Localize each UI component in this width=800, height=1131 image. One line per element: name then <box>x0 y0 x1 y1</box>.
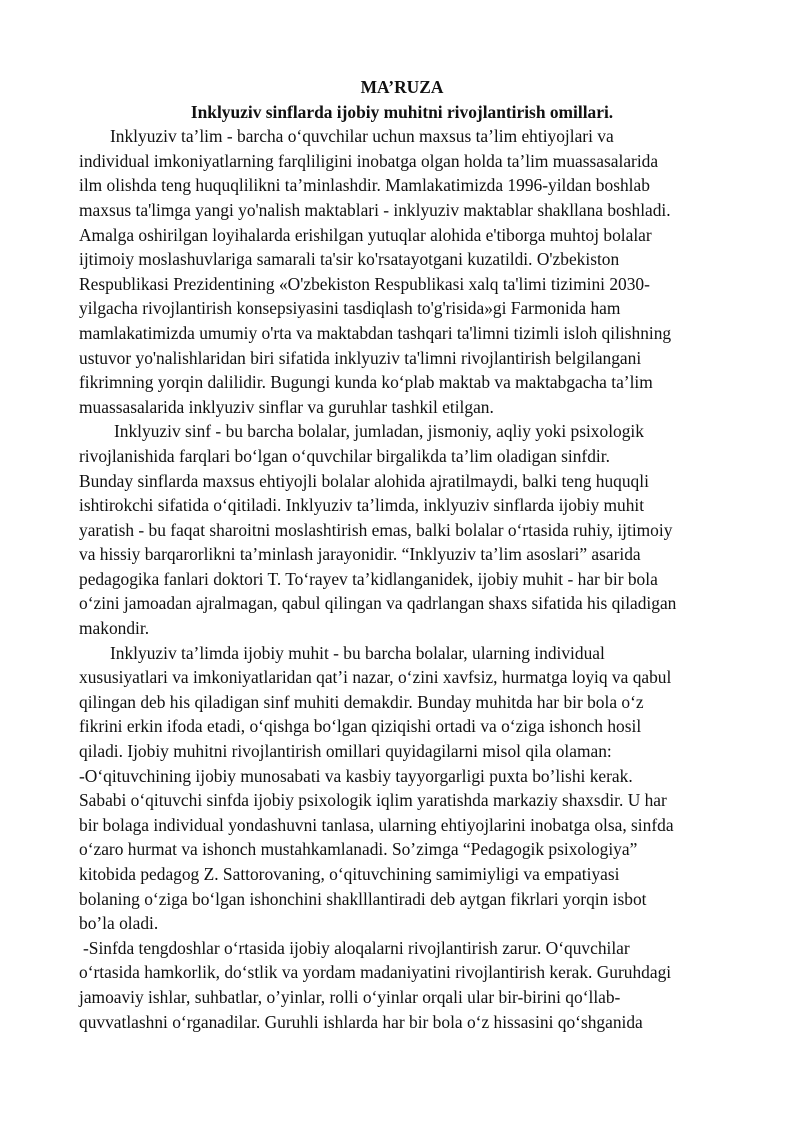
paragraph-positive-environment: Inklyuziv ta’limda ijobiy muhit - bu barcha bolalar, ularning individual xususiyatlari va imkoniyatlaridan qat’i nazar, o‘zini xavfsiz, hurmatga loyiq va qabul qilingan deb his qiladigan sinf muhiti demakdir. Bunday muhitda har bir bola o‘z fikrini erkin ifoda etadi, o‘qishga bo‘lgan qiziqishi ortadi va o‘ziga ishonch hosil qiladi. Ijobiy muhitni rivojlantirish omillari quyidagilarni misol qila olaman: <box>79 642 672 762</box>
document-heading: MA’RUZA <box>360 77 444 97</box>
document-page <box>79 75 725 1034</box>
paragraph-peer-factor: -Sinfda tengdoshlar o‘rtasida ijobiy aloqalarni rivojlantirish zarur. O‘quvchilar o‘rtasida hamkorlik, do‘stlik va yordam madaniyatini rivojlantirish kerak. Guruhdagi jamoaviy ishlar, suhbatlar, o’yinlar, rolli o‘yinlar orqali ular bir-birini qo‘llab- quvvatlashni o‘rganadilar. Guruhli ishlarda har bir bola o‘z hissasini qo‘shganida <box>79 937 672 1032</box>
paragraph-teacher-factor: -O‘qituvchining ijobiy munosabati va kasbiy tayyorgarligi puxta bo’lishi kerak. Sababi o‘qituvchi sinfda ijobiy psixologik iqlim yaratishda markaziy shaxsdir. U har bir bolaga individual yondashuvni tanlasa, ularning ehtiyojlarini inobatga olsa, sinfda o‘zaro hurmat va ishonch mustahkamlanadi. So’zimga “Pedagogik psixologiya” kitobida pedagog Z. Sattorovaning, o‘qituvchining samimiyligi va empatiyasi bolaning o‘ziga bo‘lgan ishonchini shaklllantiradi deb aytgan fikrlari yorqin isbot bo’la oladi. <box>79 765 674 934</box>
paragraph-inclusive-class: Inklyuziv sinf - bu barcha bolalar, jumladan, jismoniy, aqliy yoki psixologik rivojlanishida farqlari bo‘lgan o‘quvchilar birgalikda ta’lim oladigan sinfdir. Bunday sinflarda maxsus ehtiyojli bolalar alohida ajratilmaydi, balki teng huquqli ishtirokchi sifatida o‘qitiladi. Inklyuziv ta’limda, inklyuziv sinflarda ijobiy muhit yaratish - bu faqat sharoitni moslashtirish emas, balki bolalar o‘rtasida ruhiy, ijtimoiy va hissiy barqarorlikni ta’minlash jarayonidir. “Inklyuziv ta’lim asoslari” asarida pedagogika fanlari doktori T. To‘rayev ta’kidlanganidek, ijobiy muhit - har bir bola o‘zini jamoadan ajralmagan, qabul qilingan va qadrlangan shaxs sifatida his qiladigan makondir. <box>79 421 677 639</box>
document-subheading: Inklyuziv sinflarda ijobiy muhitni rivojlantirish omillari. <box>190 101 614 122</box>
paragraph-intro: Inklyuziv ta’lim - barcha o‘quvchilar uchun maxsus ta’lim ehtiyojlari va individual imkoniyatlarning farqliligini inobatga olgan holda ta’lim muassasalarida ilm olishda teng huquqlilikni ta’minlashdir. Mamlakatimizda 1996-yildan boshlab maxsus ta'limga yangi yo'nalish maktablari - inklyuziv maktablar shakllana boshladi. Amalga oshirilgan loyihalarda erishilgan yutuqlar alohida e'tiborga muhtoj bolalar ijtimoiy moslashuvlariga samarali ta'sir ko'rsatayotgani kuzatildi. O'zbekiston Respublikasi Prezidentining «O'zbekiston Respublikasi xalq ta'limi tizimini 2030- yilgacha rivojlantirish konsepsiyasini tasdiqlash to'g'risida»gi Farmonida ham mamlakatimizda umumiy o'rta va maktabdan tashqari ta'limni tizimli isloh qilishning ustuvor yo'nalishlaridan biri sifatida inklyuziv ta'limni rivojlantirish belgilangani fikrimning yorqin dalilidir. Bugungi kunda ko‘plab maktab va maktabgacha ta’lim muassasalarida inklyuziv sinflar va guruhlar tashkil etilgan. <box>79 126 672 417</box>
